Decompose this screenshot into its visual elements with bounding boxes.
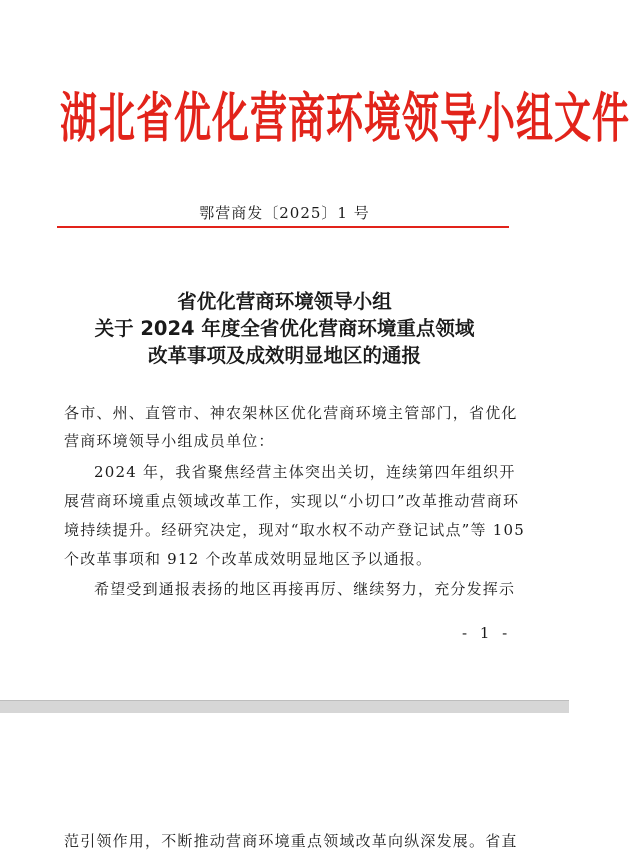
notice-title-line-1: 省优化营商环境领导小组: [177, 290, 392, 313]
document-number: 鄂营商发〔2025〕1 号: [199, 204, 370, 222]
body-paragraph-line: 展营商环境重点领域改革工作，实现以“小切口”改革推动营商环: [64, 492, 520, 510]
notice-title-line-3: 改革事项及成效明显地区的通报: [147, 344, 421, 367]
document-header-title: 湖北省优化营商环境领导小组文件: [60, 87, 630, 150]
addressee-line-1: 各市、州、直管市、神农架林区优化营商环境主管部门，省优化: [64, 404, 518, 422]
body-paragraph-line: 个改革事项和 912 个改革成效明显地区予以通报。: [64, 550, 433, 568]
addressee-line-2: 营商环境领导小组成员单位：: [64, 432, 275, 450]
body-paragraph-line: 境持续提升。经研究决定，现对“取水权不动产登记试点”等 105: [64, 521, 525, 539]
page-number: - 1 -: [462, 624, 512, 642]
body-paragraph-line: 2024 年，我省聚焦经营主体突出关切，连续第四年组织开: [94, 463, 516, 481]
body-paragraph-line: 范引领作用，不断推动营商环境重点领域改革向纵深发展。省直: [64, 832, 518, 850]
red-separator-line: [57, 226, 509, 228]
notice-title-line-2: 关于 2024 年度全省优化营商环境重点领域: [94, 317, 475, 340]
body-paragraph-line: 希望受到通报表扬的地区再接再厉、继续努力，充分发挥示: [94, 580, 516, 598]
page-gap: [0, 700, 569, 714]
document-page-2: [0, 713, 569, 855]
